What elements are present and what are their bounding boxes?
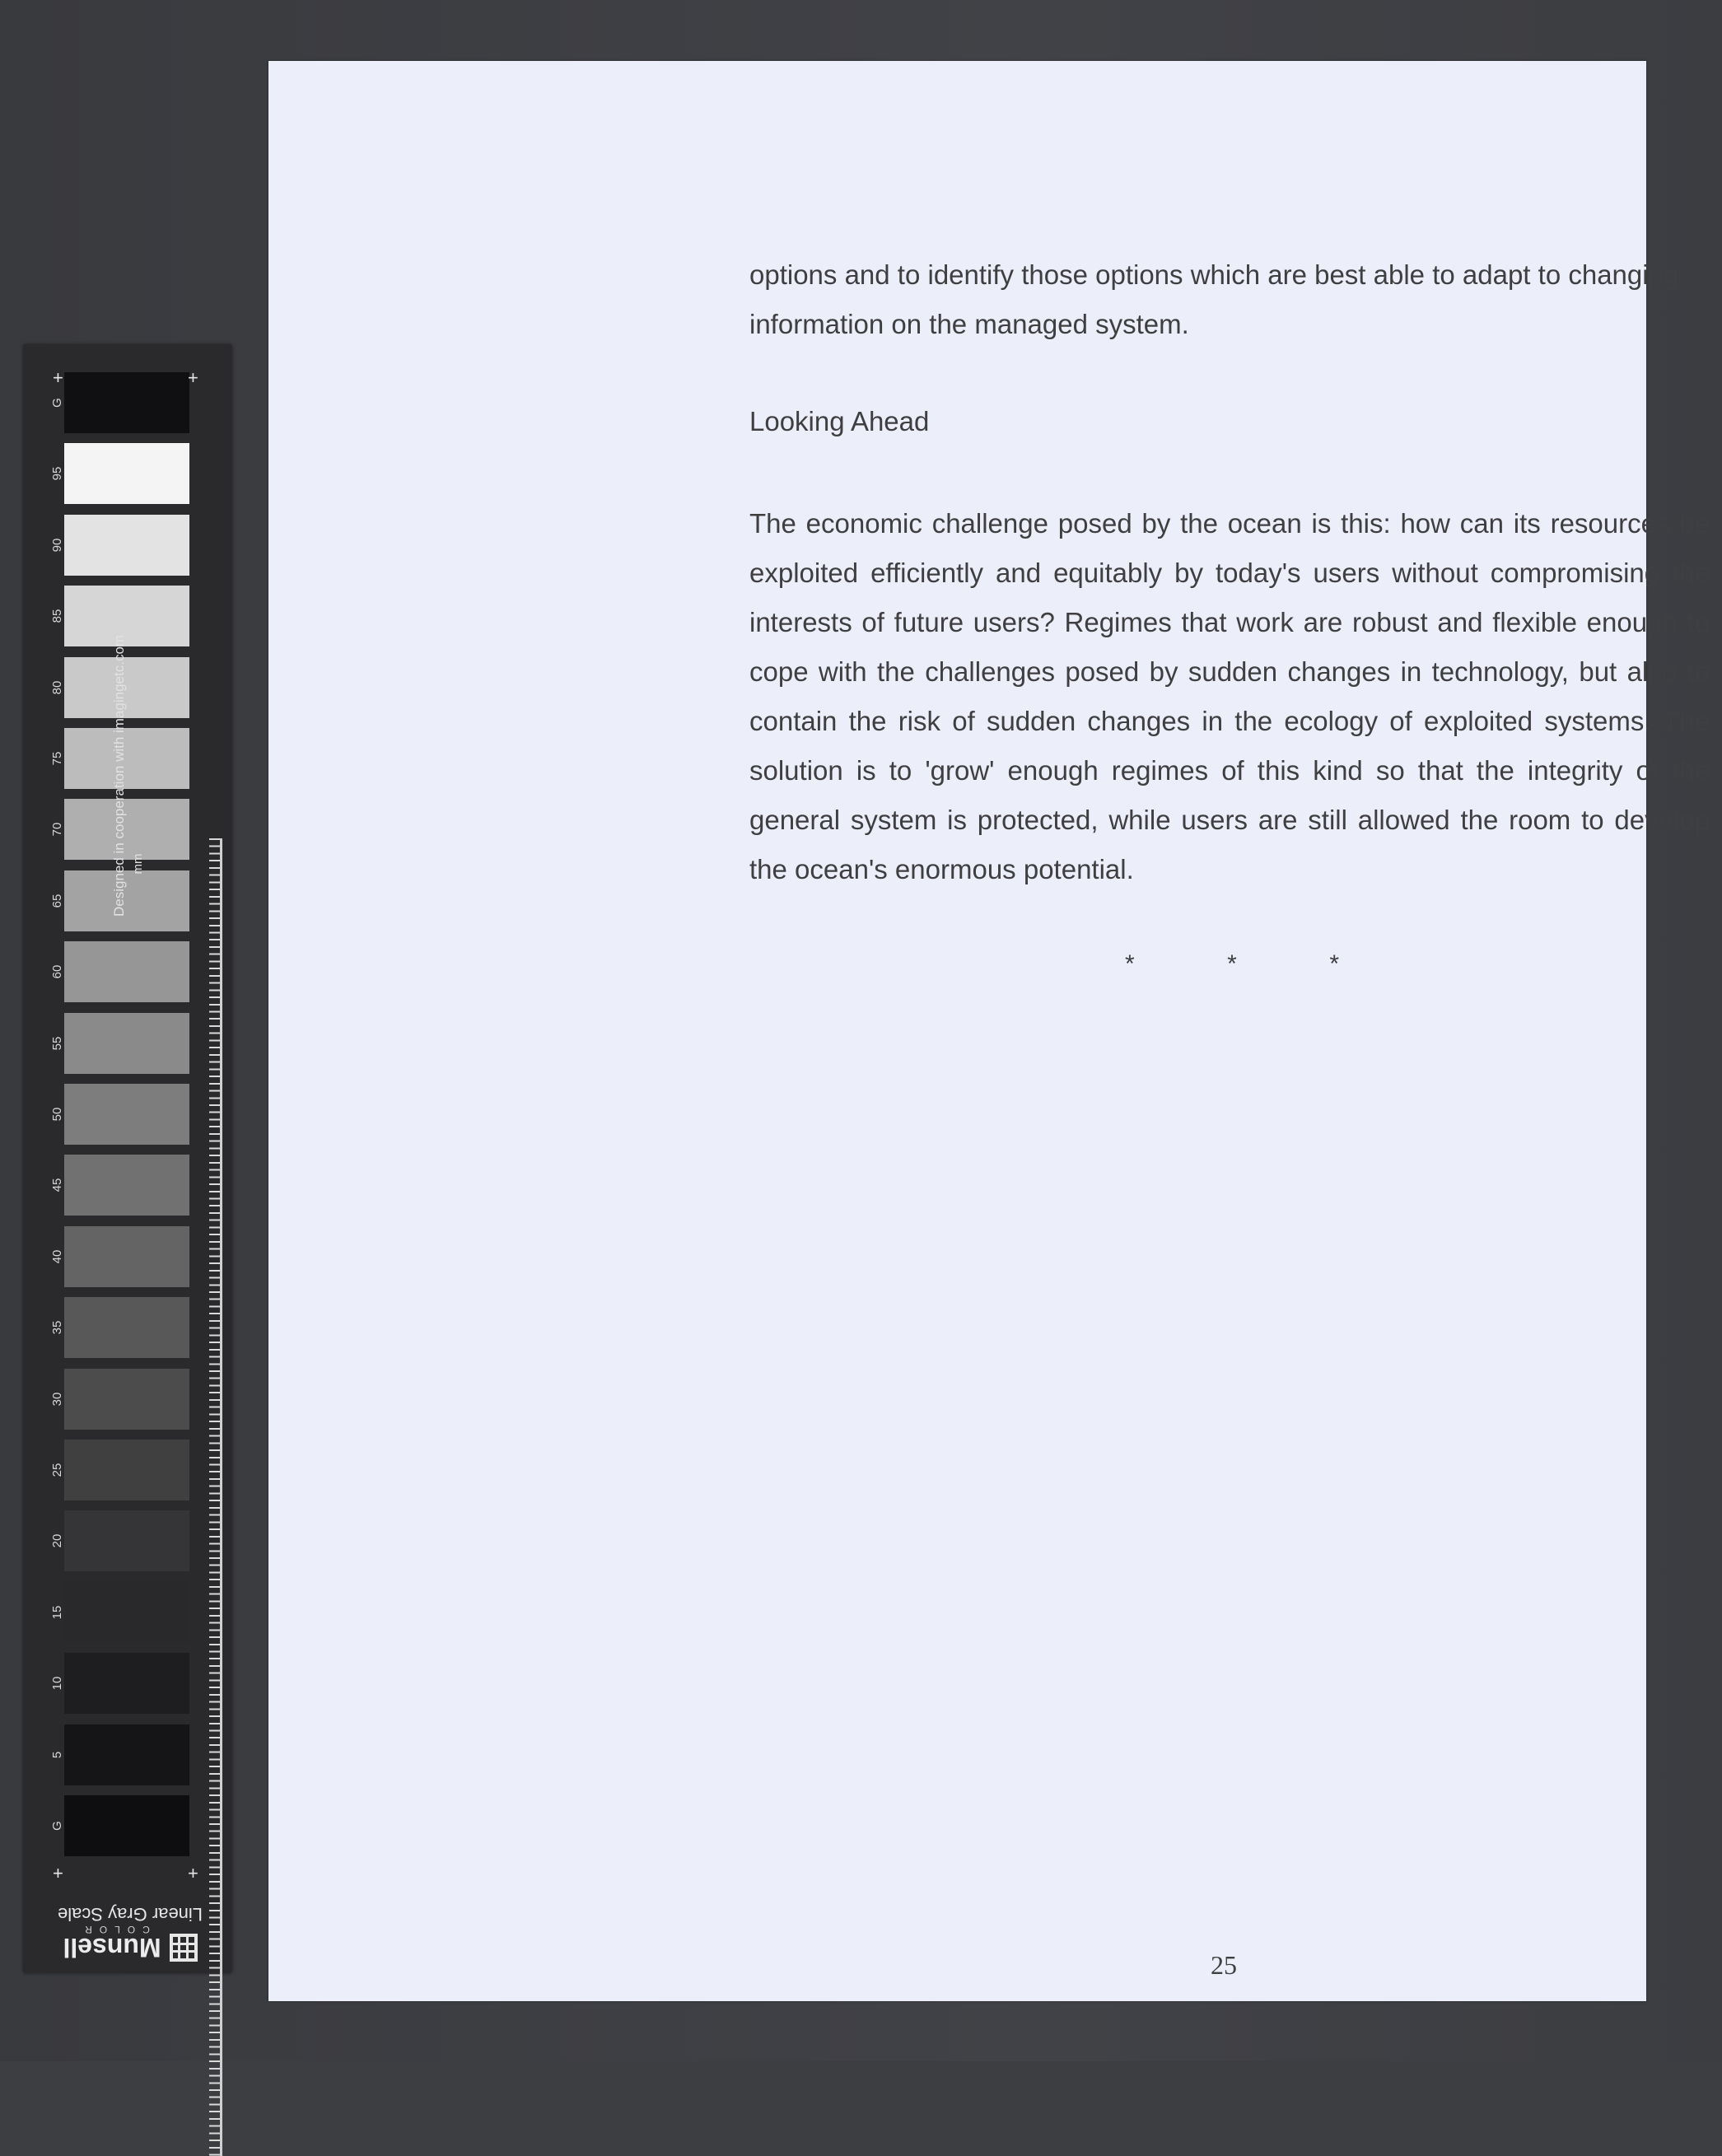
ruler-spine bbox=[220, 838, 222, 2156]
gray-swatch bbox=[64, 1155, 189, 1216]
gray-tick-label: 30 bbox=[50, 1392, 64, 1406]
gray-tick-label: 60 bbox=[50, 964, 64, 979]
gray-swatch bbox=[64, 941, 189, 1002]
gray-tick-label: 25 bbox=[50, 1463, 64, 1477]
gray-tick-label: 20 bbox=[50, 1534, 64, 1548]
section-heading: Looking Ahead bbox=[749, 406, 930, 436]
gray-tick-label: 5 bbox=[50, 1751, 64, 1758]
separator-star: * bbox=[1329, 950, 1339, 978]
munsell-grid-icon bbox=[170, 1934, 198, 1962]
gray-swatch bbox=[64, 1013, 189, 1074]
gray-tick-label: 10 bbox=[50, 1676, 64, 1691]
gray-scale-strip bbox=[23, 344, 232, 1973]
gray-tick-label: G bbox=[50, 398, 64, 408]
units-label: mm bbox=[131, 853, 145, 875]
registration-mark: + bbox=[188, 1863, 198, 1883]
gray-tick-label: 80 bbox=[50, 680, 64, 694]
gray-swatch bbox=[64, 1724, 189, 1785]
page-number: 25 bbox=[1211, 1950, 1237, 1980]
separator-star: * bbox=[1227, 950, 1237, 978]
gray-swatch bbox=[64, 1226, 189, 1287]
paragraph-main: The economic challenge posed by the ocean is this: how can its resources be exploited efficiently and equitably by today's users without compromising the interests of future users? Regimes that work are robust and flexible enough to cope with the challenges posed by sudden changes in technology, but also to contain the risk of sudden changes in the ecology of exploited systems. The solution is to 'grow' enough regimes of this kind so that the integrity of the general system is protected, while users are still allowed the room to develop the ocean's enormous potential. bbox=[749, 508, 1710, 884]
brand-name: Munsell bbox=[63, 1933, 161, 1962]
gray-tick-label: G bbox=[50, 1821, 64, 1831]
gray-scale-title: Linear Gray Scale bbox=[57, 1904, 203, 1925]
designed-credit: Designed in cooperation with imagingetc.com bbox=[111, 634, 127, 917]
gray-swatch bbox=[64, 515, 189, 576]
brand-sub: COLOR bbox=[77, 1924, 150, 1935]
gray-tick-label: 90 bbox=[50, 538, 64, 553]
registration-mark: + bbox=[53, 1863, 63, 1883]
gray-tick-label: 35 bbox=[50, 1320, 64, 1335]
gray-tick-label: 95 bbox=[50, 467, 64, 481]
gray-tick-label: 40 bbox=[50, 1249, 64, 1264]
section-separator bbox=[1125, 950, 1339, 978]
gray-swatch bbox=[64, 443, 189, 504]
registration-mark: + bbox=[188, 367, 198, 388]
gray-swatch bbox=[64, 1440, 189, 1500]
gray-swatch bbox=[64, 1510, 189, 1571]
paragraph-intro: options and to identify those options which are best able to adapt to changing information on the managed system. bbox=[749, 259, 1679, 339]
gray-swatch bbox=[64, 1297, 189, 1358]
gray-swatch bbox=[64, 1369, 189, 1430]
gray-tick-label: 70 bbox=[50, 823, 64, 837]
munsell-logo bbox=[48, 1924, 212, 1967]
gray-tick-label: 75 bbox=[50, 751, 64, 766]
gray-tick-label: 50 bbox=[50, 1107, 64, 1122]
gray-tick-label: 65 bbox=[50, 894, 64, 908]
gray-swatch bbox=[64, 372, 189, 433]
document-page bbox=[268, 61, 1710, 2001]
gray-tick-label: 45 bbox=[50, 1178, 64, 1192]
gray-tick-label: 55 bbox=[50, 1036, 64, 1050]
gray-swatch bbox=[64, 1084, 189, 1145]
gray-swatch bbox=[64, 1795, 189, 1856]
gray-tick-label: 85 bbox=[50, 609, 64, 623]
gray-tick-label: 15 bbox=[50, 1605, 64, 1620]
separator-star: * bbox=[1125, 950, 1135, 978]
registration-mark: + bbox=[53, 367, 63, 388]
gray-swatch bbox=[64, 1582, 189, 1643]
gray-swatch bbox=[64, 1653, 189, 1714]
